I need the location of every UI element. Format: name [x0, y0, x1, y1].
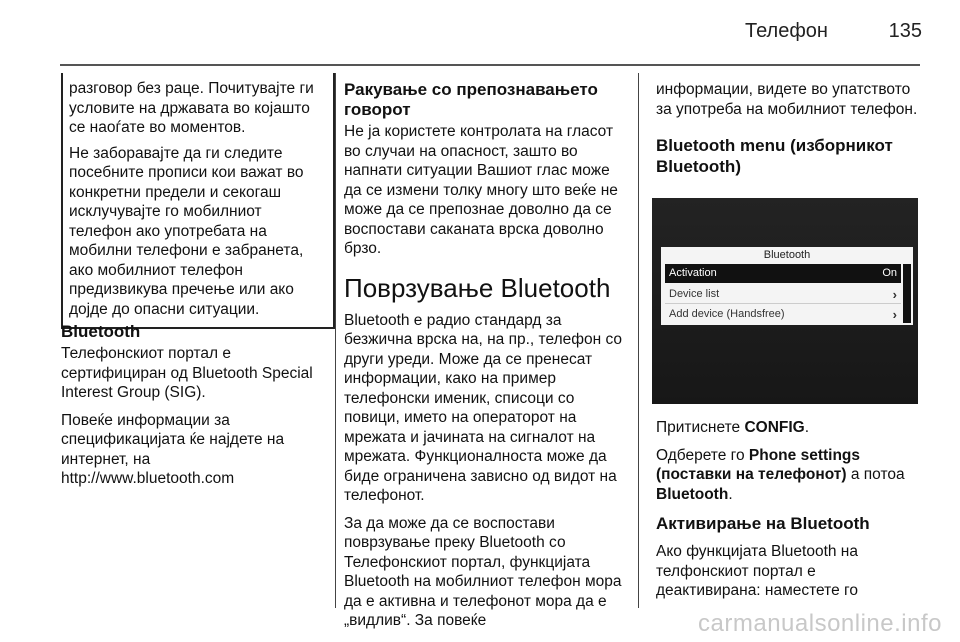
bluetooth-screen-title: Bluetooth: [763, 249, 811, 261]
bluetooth-paragraph-2-text: Повеќе информации за спецификацијата ќе најдете на интернет, на: [61, 411, 285, 468]
warning-paragraph-1: разговор без раце. Почитувајте ги условите на државата во којашто се наоѓате во моментов.: [69, 80, 314, 136]
warning-box: [61, 73, 335, 329]
menu-row-activation: [665, 264, 901, 283]
select-suffix: .: [728, 485, 733, 503]
page-header-title: Телефон: [745, 20, 828, 42]
page-number: 135: [888, 20, 922, 42]
activation-heading: Активирање на Bluetooth: [656, 514, 870, 533]
column-1-lower: [61, 322, 327, 489]
menu-row-value: On: [882, 267, 897, 279]
select-mid: а потоа: [846, 466, 905, 483]
phone-settings-label: Phone settings (поставки на телефонот): [656, 446, 861, 483]
column-2: [344, 80, 630, 639]
bluetooth-heading: Bluetooth: [61, 322, 141, 341]
bluetooth-screen-image: [652, 198, 918, 404]
config-key: CONFIG: [744, 419, 805, 436]
bluetooth-label: Bluetooth: [656, 485, 729, 503]
menu-row-device-list: [665, 285, 901, 304]
watermark: carmanualsonline.info: [698, 610, 942, 637]
chevron-right-icon: ›: [892, 287, 897, 302]
warning-paragraph-2: Не заборавајте да ги следите посебните прописи кои важат во конкретни предели и секогаш исклучувајте го мобилниот телефон ако употребата на мобилни телефони е забранета, ако мобилниот телефон предизвикува пречење или ако дојде до опасни ситуации.: [69, 144, 304, 318]
handling-paragraph: Не ја користете контролата на гласот во случаи на опасност, зашто во напнати ситуации Вашиот глас може да се измени толку многу што веќе не може да се препознае доволно да се воспостави саканата врска доволно брзо.: [344, 123, 618, 257]
bluetooth-paragraph-1: Телефонскиот портал е сертифициран од Bluetooth Special Interest Group (SIG).: [61, 345, 313, 401]
column-3-bottom: [656, 418, 922, 609]
connect-paragraph-1: Bluetooth е радио стандард за безжична врска на, на пр., телефон со други уреди. Може да се пренесат информации, како на пример телефонски именик, списоци со повици, името на операторот на мрежата и јачината на сигналот на мрежата. Функционалноста може да биде ограничена зависно од видот на телефонот.: [344, 311, 623, 504]
column-divider-2: [638, 73, 639, 608]
select-prefix: Одберете го: [656, 446, 749, 464]
bluetooth-paragraph-2: [61, 411, 327, 489]
bluetooth-screen-panel: [661, 247, 913, 325]
select-instruction: [656, 446, 922, 505]
scrollbar: [903, 264, 911, 323]
menu-row-label: Add device (Handsfree): [669, 308, 785, 320]
bluetooth-url-link[interactable]: http://www.bluetooth.com: [61, 470, 235, 487]
column-divider-1: [335, 73, 336, 608]
intro-paragraph: информации, видете во упатството за употреба на мобилниот телефон.: [656, 81, 918, 118]
bluetooth-menu-heading: Bluetooth menu (изборникот Bluetooth): [656, 136, 893, 176]
activation-paragraph: Ако функцијата Bluetooth на телфонскиот портал е деактивирана: наместете го: [656, 543, 858, 599]
column-3-top: [656, 80, 922, 185]
press-config-instruction: [656, 418, 922, 438]
connect-paragraph-2: За да може да се воспостави поврзување преку Bluetooth со Телефонскиот портал, функцијата Bluetooth на мобилниот телефон мора да е активна и телефонот мора да е „видлив“. За повеќе: [344, 514, 622, 629]
menu-row-label: Device list: [669, 288, 720, 300]
handling-heading: Ракување со препознавањето говорот: [344, 80, 598, 119]
menu-row-add-device: [665, 305, 901, 324]
menu-row-label: Activation: [669, 267, 717, 279]
chevron-right-icon: ›: [892, 307, 897, 322]
press-suffix: .: [804, 419, 810, 436]
header-rule: [60, 64, 920, 66]
press-prefix: Притиснете: [656, 419, 745, 436]
connect-heading: Поврзување Bluetooth: [344, 272, 611, 303]
